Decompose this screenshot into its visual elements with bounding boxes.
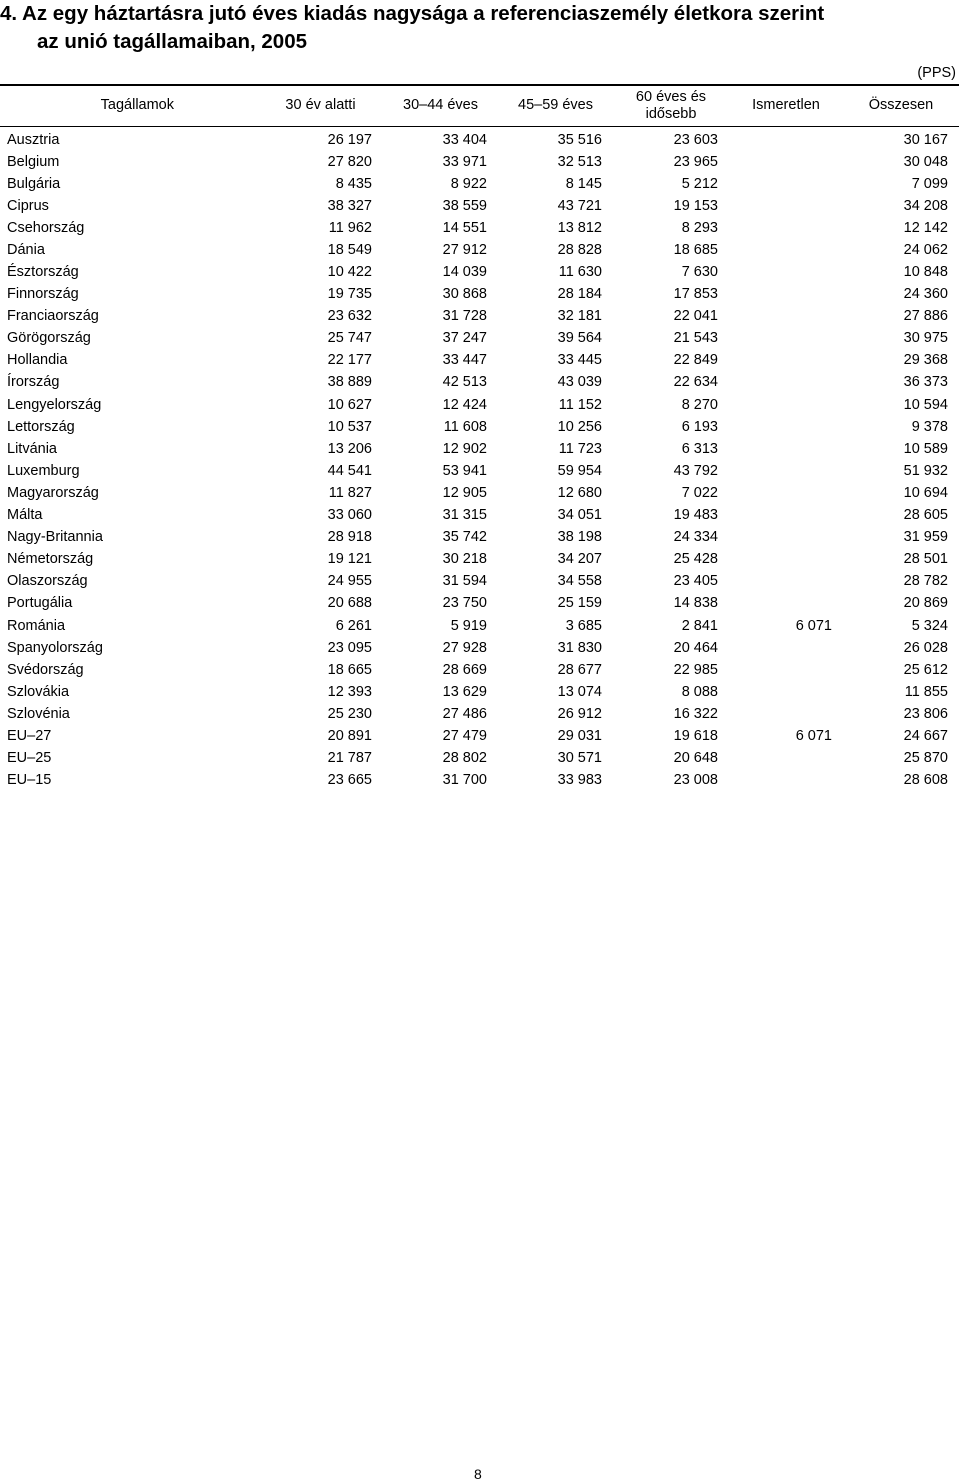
cell-age60: 7 022 [681, 484, 718, 501]
cell-unknown [729, 261, 843, 283]
cell-unknown [729, 239, 843, 261]
cell-unknown [729, 151, 843, 173]
cell-age30-44: 38 559 [442, 197, 487, 214]
cell-unknown [729, 371, 843, 393]
cell-unknown [729, 637, 843, 659]
cell-total: 51 932 [903, 462, 948, 479]
cell-under30: 38 327 [327, 197, 372, 214]
cell-age60: 14 838 [673, 595, 718, 612]
cell-age60: 22 041 [673, 308, 718, 325]
cell-country: Franciaország [7, 308, 99, 325]
cell-age30-44: 27 928 [442, 639, 487, 656]
cell-age45-59: 11 630 [558, 264, 602, 281]
cell-total: 25 870 [903, 750, 948, 767]
cell-unknown [729, 217, 843, 239]
table-row [0, 482, 959, 504]
table-row [0, 725, 959, 747]
cell-unknown: 6 071 [795, 727, 832, 744]
table-row [0, 349, 959, 371]
header-age30-44: 30–44 éves [383, 85, 498, 126]
cell-age30-44: 13 629 [442, 683, 487, 700]
cell-age30-44: 28 669 [442, 661, 487, 678]
cell-age30-44: 5 919 [450, 617, 487, 634]
cell-age30-44: 30 868 [442, 286, 487, 303]
cell-country: Nagy-Britannia [7, 529, 103, 546]
cell-total: 23 806 [903, 705, 948, 722]
cell-age45-59: 34 207 [557, 551, 602, 568]
cell-under30: 13 206 [327, 440, 372, 457]
cell-age60: 43 792 [673, 462, 718, 479]
cell-age30-44: 31 315 [442, 507, 487, 524]
cell-under30: 25 747 [327, 330, 372, 347]
cell-age60: 8 293 [681, 219, 718, 236]
cell-age60: 20 648 [673, 750, 718, 767]
header-age60 [613, 85, 729, 126]
cell-unknown [729, 126, 843, 151]
cell-age60: 19 153 [673, 197, 718, 214]
cell-age45-59: 38 198 [557, 529, 602, 546]
cell-age60: 6 193 [681, 418, 718, 435]
cell-age45-59: 26 912 [557, 705, 602, 722]
cell-age60: 22 985 [673, 661, 718, 678]
cell-age45-59: 12 680 [557, 484, 602, 501]
cell-under30: 19 735 [327, 286, 372, 303]
cell-country: Luxemburg [7, 462, 80, 479]
cell-unknown [729, 394, 843, 416]
cell-age30-44: 12 905 [442, 484, 487, 501]
cell-age60: 24 334 [673, 529, 718, 546]
table-row [0, 371, 959, 393]
header-age60-line2: idősebb [645, 105, 697, 122]
cell-age60: 16 322 [673, 705, 718, 722]
cell-age45-59: 32 513 [557, 153, 602, 170]
cell-total: 10 694 [903, 484, 948, 501]
table-row [0, 261, 959, 283]
cell-age30-44: 28 802 [442, 750, 487, 767]
cell-country: Málta [7, 507, 43, 524]
cell-under30: 8 435 [335, 175, 372, 192]
cell-age45-59: 29 031 [557, 727, 602, 744]
cell-under30: 19 121 [327, 551, 372, 568]
cell-under30: 24 955 [327, 573, 372, 590]
cell-age60: 19 483 [673, 507, 718, 524]
cell-age60: 5 212 [681, 175, 718, 192]
cell-unknown: 6 071 [795, 617, 832, 634]
cell-age45-59: 11 152 [558, 396, 602, 413]
cell-under30: 20 688 [327, 595, 372, 612]
cell-age60: 23 965 [673, 153, 718, 170]
cell-age45-59: 10 256 [557, 418, 602, 435]
cell-age60: 21 543 [673, 330, 718, 347]
cell-age60: 23 008 [673, 772, 718, 789]
cell-total: 5 324 [911, 617, 948, 634]
cell-unknown [729, 482, 843, 504]
cell-total: 30 048 [903, 153, 948, 170]
cell-age45-59: 33 983 [557, 772, 602, 789]
cell-age30-44: 12 902 [442, 440, 487, 457]
cell-age30-44: 33 404 [442, 131, 487, 148]
cell-country: Lettország [7, 418, 75, 435]
cell-total: 28 608 [903, 772, 948, 789]
cell-age30-44: 27 912 [442, 241, 487, 258]
cell-under30: 11 962 [328, 219, 372, 236]
title-line-2: az unió tagállamaiban, 2005 [37, 30, 308, 53]
cell-age60: 23 603 [673, 131, 718, 148]
cell-country: Spanyolország [7, 639, 103, 656]
cell-country: Írország [7, 374, 60, 391]
cell-country: EU–15 [7, 772, 52, 789]
cell-age30-44: 14 039 [442, 264, 487, 281]
cell-country: Dánia [7, 241, 45, 258]
cell-total: 25 612 [903, 661, 948, 678]
cell-under30: 22 177 [327, 352, 372, 369]
cell-country: Németország [7, 551, 94, 568]
cell-age45-59: 30 571 [557, 750, 602, 767]
expenditure-table [0, 84, 959, 791]
cell-age60: 20 464 [673, 639, 718, 656]
cell-total: 7 099 [911, 175, 948, 192]
cell-unknown [729, 659, 843, 681]
table-row [0, 394, 959, 416]
cell-unknown [729, 548, 843, 570]
cell-country: Bulgária [7, 175, 61, 192]
cell-unknown [729, 681, 843, 703]
cell-country: Görögország [7, 330, 91, 347]
table-row [0, 460, 959, 482]
table-row [0, 305, 959, 327]
cell-under30: 28 918 [327, 529, 372, 546]
cell-age45-59: 28 184 [557, 286, 602, 303]
header-country: Tagállamok [0, 85, 258, 126]
table-row [0, 592, 959, 614]
cell-age60: 19 618 [673, 727, 718, 744]
cell-age45-59: 39 564 [557, 330, 602, 347]
cell-total: 9 378 [911, 418, 948, 435]
cell-under30: 23 095 [327, 639, 372, 656]
cell-country: Litvánia [7, 440, 57, 457]
table-row [0, 173, 959, 195]
cell-country: Hollandia [7, 352, 68, 369]
cell-total: 36 373 [903, 374, 948, 391]
cell-age45-59: 13 812 [557, 219, 602, 236]
header-age60-line1: 60 éves és [635, 88, 707, 105]
cell-age60: 2 841 [681, 617, 718, 634]
header-under30: 30 év alatti [258, 85, 383, 126]
cell-country: Észtország [7, 264, 79, 281]
cell-country: EU–25 [7, 750, 52, 767]
cell-under30: 26 197 [327, 131, 372, 148]
cell-total: 28 782 [903, 573, 948, 590]
cell-total: 20 869 [903, 595, 948, 612]
cell-country: Lengyelország [7, 396, 102, 413]
cell-unknown [729, 349, 843, 371]
cell-age45-59: 34 051 [557, 507, 602, 524]
cell-age60: 23 405 [673, 573, 718, 590]
cell-age45-59: 11 723 [558, 440, 602, 457]
cell-unknown [729, 592, 843, 614]
table-row [0, 416, 959, 438]
cell-total: 10 594 [903, 396, 948, 413]
table-row [0, 614, 959, 636]
cell-country: Szlovénia [7, 705, 70, 722]
table-row [0, 681, 959, 703]
table-row [0, 151, 959, 173]
cell-unknown [729, 747, 843, 769]
cell-age30-44: 8 922 [450, 175, 487, 192]
cell-unknown [729, 570, 843, 592]
cell-unknown [729, 769, 843, 791]
cell-age45-59: 8 145 [565, 175, 602, 192]
unit-label: (PPS) [917, 65, 956, 81]
table-row [0, 327, 959, 349]
cell-age60: 8 088 [681, 683, 718, 700]
cell-total: 27 886 [903, 308, 948, 325]
cell-age45-59: 3 685 [565, 617, 602, 634]
table-header-row [0, 85, 959, 126]
cell-age60: 25 428 [673, 551, 718, 568]
table-row [0, 504, 959, 526]
table-row [0, 217, 959, 239]
table-row [0, 769, 959, 791]
cell-under30: 44 541 [327, 462, 372, 479]
table-body [0, 126, 959, 791]
cell-age30-44: 30 218 [442, 551, 487, 568]
cell-unknown [729, 305, 843, 327]
cell-age30-44: 14 551 [442, 219, 487, 236]
cell-age60: 22 849 [673, 352, 718, 369]
cell-age30-44: 31 728 [442, 308, 487, 325]
cell-age30-44: 31 594 [442, 573, 487, 590]
table-row [0, 703, 959, 725]
cell-age45-59: 28 677 [557, 661, 602, 678]
cell-total: 10 848 [903, 264, 948, 281]
cell-total: 10 589 [903, 440, 948, 457]
cell-country: Finnország [7, 286, 79, 303]
table-row [0, 283, 959, 305]
cell-age45-59: 33 445 [557, 352, 602, 369]
cell-country: Belgium [7, 153, 60, 170]
cell-country: Olaszország [7, 573, 88, 590]
cell-total: 30 167 [903, 131, 948, 148]
table-row [0, 126, 959, 151]
cell-age30-44: 33 971 [442, 153, 487, 170]
cell-under30: 10 627 [327, 396, 372, 413]
cell-under30: 18 665 [327, 661, 372, 678]
cell-country: Ausztria [7, 131, 60, 148]
table-row [0, 195, 959, 217]
cell-age30-44: 11 608 [443, 418, 487, 435]
cell-country: Románia [7, 617, 66, 634]
table-row [0, 659, 959, 681]
table-row [0, 438, 959, 460]
cell-under30: 33 060 [327, 507, 372, 524]
cell-age30-44: 42 513 [442, 374, 487, 391]
cell-country: Csehország [7, 219, 85, 236]
cell-age30-44: 53 941 [442, 462, 487, 479]
table-row [0, 637, 959, 659]
cell-age30-44: 33 447 [442, 352, 487, 369]
cell-age30-44: 31 700 [442, 772, 487, 789]
cell-age30-44: 12 424 [442, 396, 487, 413]
cell-total: 34 208 [903, 197, 948, 214]
cell-total: 26 028 [903, 639, 948, 656]
cell-total: 28 605 [903, 507, 948, 524]
cell-unknown [729, 283, 843, 305]
cell-age30-44: 27 486 [442, 705, 487, 722]
cell-age60: 17 853 [673, 286, 718, 303]
cell-age60: 22 634 [673, 374, 718, 391]
cell-age60: 6 313 [681, 440, 718, 457]
cell-age45-59: 13 074 [557, 683, 602, 700]
cell-unknown [729, 327, 843, 349]
cell-total: 11 855 [904, 683, 948, 700]
cell-age45-59: 34 558 [557, 573, 602, 590]
cell-age60: 8 270 [681, 396, 718, 413]
cell-age45-59: 32 181 [557, 308, 602, 325]
cell-age45-59: 43 721 [557, 197, 602, 214]
table-row [0, 239, 959, 261]
header-age45-59: 45–59 éves [498, 85, 613, 126]
cell-total: 24 667 [903, 727, 948, 744]
title-line-1: 4. Az egy háztartásra jutó éves kiadás nagysága a referenciaszemély életkora szerint [0, 2, 825, 25]
cell-unknown [729, 195, 843, 217]
cell-country: Portugália [7, 595, 73, 612]
cell-age45-59: 59 954 [557, 462, 602, 479]
cell-age30-44: 27 479 [442, 727, 487, 744]
cell-under30: 25 230 [327, 705, 372, 722]
cell-age30-44: 23 750 [442, 595, 487, 612]
cell-country: Szlovákia [7, 683, 70, 700]
cell-total: 28 501 [903, 551, 948, 568]
cell-under30: 18 549 [327, 241, 372, 258]
header-unknown: Ismeretlen [729, 85, 843, 126]
header-total: Összesen [843, 85, 959, 126]
cell-under30: 23 632 [327, 308, 372, 325]
cell-under30: 10 422 [327, 264, 372, 281]
cell-country: Svédország [7, 661, 84, 678]
cell-unknown [729, 526, 843, 548]
cell-age45-59: 35 516 [557, 131, 602, 148]
page-title [0, 0, 950, 56]
cell-country: EU–27 [7, 727, 52, 744]
cell-total: 24 062 [903, 241, 948, 258]
cell-under30: 23 665 [327, 772, 372, 789]
cell-unknown [729, 703, 843, 725]
cell-unknown [729, 438, 843, 460]
cell-under30: 10 537 [327, 418, 372, 435]
cell-under30: 6 261 [335, 617, 372, 634]
cell-unknown [729, 416, 843, 438]
cell-under30: 11 827 [328, 484, 372, 501]
cell-total: 30 975 [903, 330, 948, 347]
table-row [0, 570, 959, 592]
page-number: 8 [474, 1466, 482, 1482]
cell-country: Ciprus [7, 197, 49, 214]
table-row [0, 747, 959, 769]
cell-under30: 20 891 [327, 727, 372, 744]
cell-total: 24 360 [903, 286, 948, 303]
cell-unknown [729, 504, 843, 526]
cell-under30: 38 889 [327, 374, 372, 391]
cell-age30-44: 35 742 [442, 529, 487, 546]
cell-age30-44: 37 247 [442, 330, 487, 347]
cell-under30: 21 787 [327, 750, 372, 767]
cell-age45-59: 31 830 [557, 639, 602, 656]
cell-unknown [729, 173, 843, 195]
table-row [0, 548, 959, 570]
cell-age45-59: 43 039 [557, 374, 602, 391]
cell-under30: 27 820 [327, 153, 372, 170]
cell-total: 12 142 [903, 219, 948, 236]
cell-total: 29 368 [903, 352, 948, 369]
cell-age45-59: 28 828 [557, 241, 602, 258]
cell-age60: 7 630 [681, 264, 718, 281]
cell-under30: 12 393 [327, 683, 372, 700]
cell-total: 31 959 [903, 529, 948, 546]
cell-age60: 18 685 [673, 241, 718, 258]
table-row [0, 526, 959, 548]
cell-age45-59: 25 159 [557, 595, 602, 612]
cell-country: Magyarország [7, 484, 99, 501]
cell-unknown [729, 460, 843, 482]
